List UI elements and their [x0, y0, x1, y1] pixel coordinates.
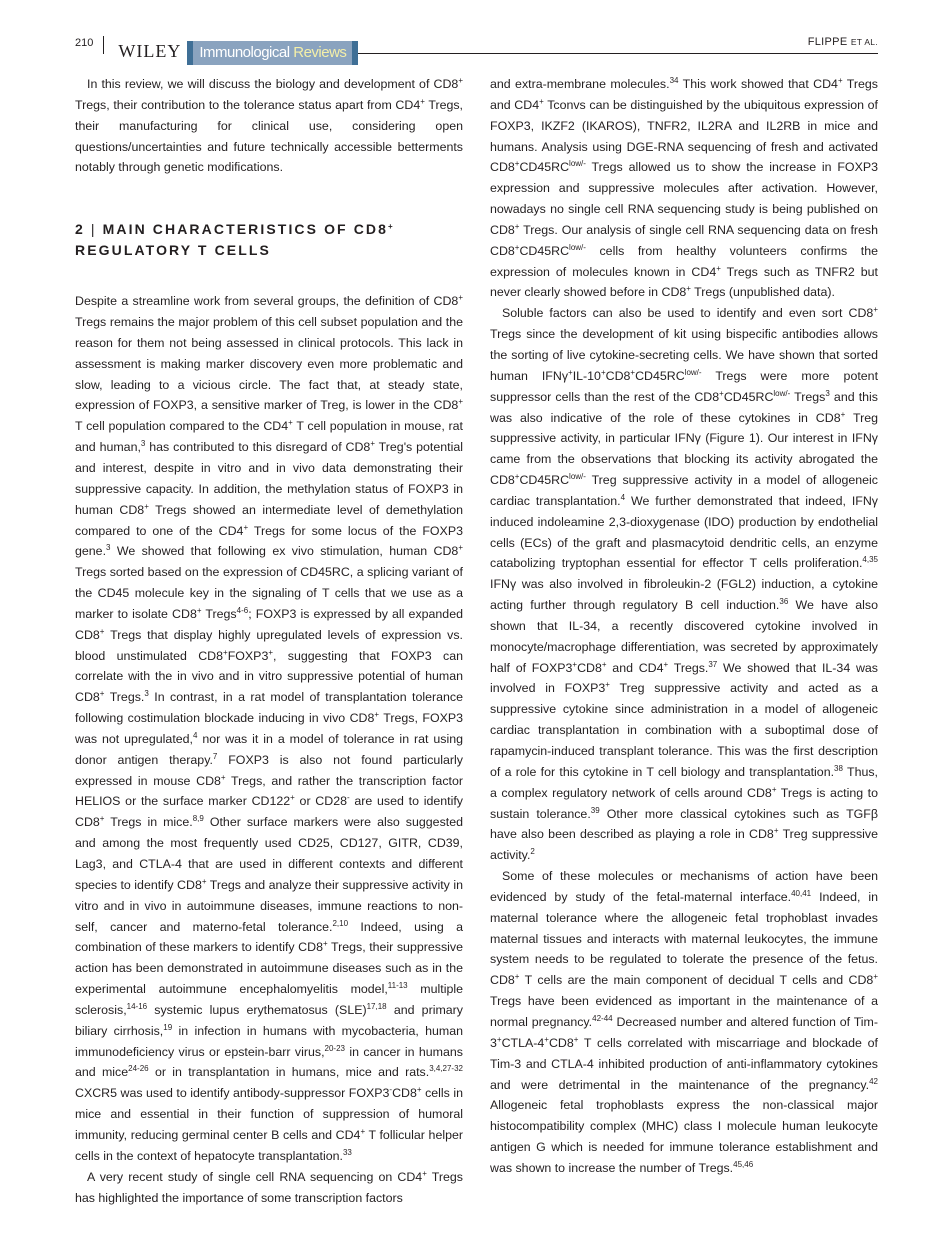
section-separator: |: [90, 221, 97, 238]
superscript: +: [601, 659, 607, 669]
superscript: +: [370, 439, 375, 449]
left-column: [75, 74, 463, 1208]
superscript: +: [99, 626, 105, 636]
superscript: +: [873, 972, 878, 982]
superscript: +: [600, 367, 606, 377]
running-author-name: FLIPPE: [807, 36, 848, 48]
superscript: 42-44: [592, 1013, 613, 1023]
superscript: +: [572, 659, 578, 669]
superscript: +: [420, 96, 425, 106]
superscript: 2,10: [332, 918, 349, 928]
superscript: +: [220, 772, 226, 782]
running-author-suffix: ET AL.: [850, 37, 878, 47]
superscript: 3: [825, 388, 830, 398]
header-logo-row: [75, 36, 358, 65]
superscript: +: [99, 689, 105, 699]
superscript: +: [99, 814, 105, 824]
header-divider: [103, 36, 104, 54]
right-column: [490, 74, 878, 1179]
superscript: low/-: [569, 472, 586, 482]
superscript: +: [360, 1126, 366, 1136]
superscript: +: [458, 543, 463, 553]
superscript: +: [268, 647, 274, 657]
superscript: +: [873, 305, 878, 315]
superscript: +: [514, 972, 520, 982]
superscript: 17,18: [366, 1001, 387, 1011]
superscript: 20-23: [324, 1043, 345, 1053]
superscript: 4-6: [236, 605, 249, 615]
journal-name-part2: Reviews: [293, 44, 347, 61]
superscript: +: [514, 242, 520, 252]
superscript: +: [719, 388, 724, 398]
superscript: 3: [140, 439, 146, 449]
superscript: 38: [834, 763, 843, 773]
paragraph: and extra-membrane molecules.$^{34}$ This work showed that CD4+ Tregs and CD4+ Tconvs can be distinguished by the ubiquitous expression of FOXP3, IKZF2 (IKAROS), TNFR2, IL2RA and IL2RB in mice and humans. Analysis using DGE-RNA sequencing of fresh and activated $CD8^+CD45RC^{low/-}$ Tregs allowed us to show the increase in FOXP3 expression and suppressive molecules after activation. However, nowadays no single cell RNA sequencing study is being published on CD8+ Tregs. Our analysis of single cell RNA sequencing data on fresh $CD8^+CD45RC^{low/-}$ cells from healthy volunteers confirms the expression of molecules known in CD4+ Tregs such as TNFR2 but never clearly showed before in CD8+ Tregs (unpublished data).: [490, 76, 879, 300]
superscript: +: [568, 367, 573, 377]
superscript: 11-13: [387, 981, 408, 991]
superscript: 3,4,27-32: [429, 1064, 463, 1074]
section-title: MAIN CHARACTERISTICS OF CD8+ REGULATORY T CELLS: [75, 221, 395, 258]
superscript: +: [496, 1034, 502, 1044]
superscript: +: [514, 221, 520, 231]
superscript: +: [290, 793, 295, 803]
journal-name-part1: Immunological: [199, 44, 290, 61]
superscript: +: [716, 263, 721, 273]
superscript: +: [196, 605, 202, 615]
superscript: +: [773, 826, 779, 836]
superscript: 34: [669, 76, 679, 85]
superscript: +: [539, 96, 544, 106]
superscript: +: [663, 659, 669, 669]
running-author: [808, 36, 878, 48]
superscript: +: [422, 1168, 427, 1178]
superscript: 19: [163, 1022, 173, 1032]
superscript: +: [630, 367, 636, 377]
superscript: low/-: [569, 242, 586, 252]
superscript: +: [201, 876, 207, 886]
section-number: 2: [75, 221, 85, 238]
superscript: +: [288, 418, 293, 428]
paragraph: In this review, we will discuss the biology and development of CD8+ Tregs, their contribution to the tolerance status apart from CD4+ Tregs, their manufacturing for clinical use, considering open questions/uncertainties and future technically accessible betterments notably through genetic modifications.: [75, 76, 464, 175]
paragraph: A very recent study of single cell RNA sequencing on CD4+ Tregs has highlighted the importance of some transcription factors: [75, 1168, 463, 1205]
superscript: +: [374, 710, 380, 720]
superscript: 24-26: [128, 1064, 149, 1074]
superscript: +: [416, 1085, 422, 1095]
superscript: +: [458, 76, 463, 85]
superscript: 14-16: [126, 1001, 148, 1011]
superscript: 8,9: [192, 814, 204, 824]
superscript: +: [243, 522, 249, 532]
paragraph: Soluble factors can also be used to identify and even sort CD8+ Tregs since the development of kit using bispecific antibodies allows the sorting of live cytokine-secreting cells. We have shown that sorted human $IFN\gamma^+IL-10^+CD8^+CD45RC^{low/-}$ Tregs were more potent suppressor cells than the rest of the $CD8^+CD45RC^{low/-}$ Tregs$^3$ and this was also indicative of the role of these cytokines in CD8+ Treg suppressive activity, in particular IFNγ (Figure 1). Our interest in IFNγ came from the observations that blocking its activity abrogated the $CD8^+CD45RC^{low/-}$ Treg suppressive activity in a model of allogeneic cardiac transplantation.$^4$ We further demonstrated that indeed, IFNγ induced indoleamine 2,3-dioxygenase (IDO) production by endothelial cells (ECs) of the graft and plasmacytoid dendritic cells, an enzyme catabolizing tryptophan essential for effector T cells proliferation.$^{4,35}$ IFNγ was also involved in fibroleukin-2 (FGL2) induction, a cytokine acting further through regulatory B cell induction.$^{36}$ We have also shown that IL-34, a recently discovered cytokine involved in monocyte/macrophage differentiation, was secreted by approximately half of FOXP3+CD8+ and CD4+ Tregs.$^{37}$ We showed that IL-34 was involved in FOXP3+ Treg suppressive activity and acted as a suppressive cytokine since administration in a model of allogeneic cardiac transplantation in combination with a suboptimal dose of rapamycin-induced transplant tolerance. This was the first description of a role for this cytokine in T cell biology and transplantation.$^{38}$ Thus, a complex regulatory network of cells around CD8+ Tregs is acting to sustain tolerance.$^{39}$ Other more classical cytokines such as TGFβ have also been described as playing a role in CD8+ Treg suppressive activity.$^2$: [490, 305, 879, 863]
superscript: -: [389, 1085, 393, 1095]
superscript: low/-: [569, 159, 586, 169]
superscript: +: [514, 472, 520, 482]
superscript: 39: [590, 805, 600, 815]
superscript: +: [573, 1034, 579, 1044]
superscript: +: [840, 409, 846, 419]
superscript: +: [322, 939, 328, 949]
section-heading: [75, 219, 463, 260]
superscript: low/-: [773, 388, 791, 398]
superscript: 3: [106, 543, 111, 553]
paragraph: Despite a streamline work from several groups, the definition of CD8+ Tregs remains the major problem of this cell subset population and the reason for them not being assessed in clinical protocols. This lack in assessment is making marker discovery even more problematic and slow, leading to a vicious circle. The fact that, at steady state, expression of FOXP3, a sensitive marker of Treg, is lower in the CD8+ T cell population compared to the CD4+ T cell population in mouse, rat and human,$^3$ has contributed to this disregard of CD8+ Treg's potential and interest, despite in vitro and in vivo data demonstrating their suppressive capacity. In addition, the methylation status of FOXP3 in human CD8+ Tregs showed an intermediate level of demethylation compared to one of the CD4+ Tregs for some locus of the FOXP3 gene.$^3$ We showed that following ex vivo stimulation, human CD8+ Tregs sorted based on the expression of CD45RC, a splicing variant of the CD45 molecule key in the signaling of T cells that we use as a marker to isolate CD8+ Tregs$^{4-6}$; FOXP3 is expressed by all expanded CD8+ Tregs that display highly upregulated levels of expression vs. blood unstimulated CD8+FOXP3+, suggesting that FOXP3 can correlate with the in vivo and in vitro suppressive potential of human CD8+ Tregs.$^3$ In contrast, in a rat model of transplantation tolerance following costimulation blockade inducing in vivo CD8+ Tregs, FOXP3 was not upregulated,$^4$ nor was it in a model of tolerance in rat using donor antigen therapy.$^7$ FOXP3 is also not found particularly expressed in mouse CD8+ Tregs, and rather the transcription factor HELIOS or the surface marker CD122+ or CD28- are used to identify CD8+ Tregs in mice.$^{8,9}$ Other surface markers were also suggested and among the most frequently used CD25, CD127, GITR, CD39, Lag3, and CTLA-4 that are used in different contexts and different species to identify CD8+ Tregs and analyze their suppressive activity in vitro and in vivo in autoimmune diseases, immune reactions to non-self, cancer and materno-fetal tolerance.$^{2,10}$ Indeed, using a combination of these markers to identify CD8+ Tregs, their suppressive action has been demonstrated in autoimmune diseases such as in the experimental autoimmune encephalomyelitis model,$^{11-13}$ multiple sclerosis,$^{14-16}$ systemic lupus erythematosus (SLE)$^{17,18}$ and primary biliary cirrhosis,$^{19}$ in infection in humans with mycobacteria, human immunodeficiency virus or epstein-barr virus,$^{20-23}$ in cancer in humans and mice$^{24-26}$ or in transplantation in humans, mice and rats.$^{3,4,27-32}$ CXCR5 was used to identify antibody-suppressor FOXP3-CD8+ cells in mice and essential in their function of suppression of humoral immunity, reducing germinal center B cells and CD4+ T follicular helper cells in the context of hepatocyte transplantation.$^{33}$: [75, 293, 464, 1163]
superscript: 7: [212, 751, 218, 761]
superscript: -: [346, 793, 350, 803]
superscript: low/-: [684, 367, 702, 377]
superscript: 33: [342, 1147, 352, 1157]
superscript: 37: [708, 659, 718, 669]
superscript: +: [605, 680, 610, 690]
superscript: +: [544, 1034, 549, 1044]
publisher-logo: WILEY: [116, 40, 187, 62]
superscript: +: [458, 293, 463, 303]
superscript: +: [223, 647, 228, 657]
superscript: 40,41: [791, 888, 812, 898]
superscript: 2: [530, 847, 535, 857]
journal-logo: [187, 41, 358, 65]
superscript: +: [388, 222, 395, 232]
superscript: +: [144, 501, 149, 511]
superscript: 42: [869, 1076, 878, 1086]
superscript: +: [837, 76, 843, 85]
superscript: +: [514, 159, 520, 169]
superscript: +: [458, 397, 463, 407]
paragraph: Some of these molecules or mechanisms of action have been evidenced by study of the fetal-maternal interface.$^{40,41}$ Indeed, in maternal tolerance where the allogeneic fetal trophoblast invades maternal tissues and interacts with maternal leukocytes, the immune system needs to be regulated to tolerate the presence of the fetus. CD8+ T cells are the main component of decidual T cells and CD8+ Tregs have been evidenced as important in the maintenance of a normal pregnancy.$^{42-44}$ Decreased number and altered function of Tim-3+CTLA-4+CD8+ T cells correlated with miscarriage and blockade of Tim-3 and CTLA-4 inhibited production of anti-inflammatory cytokines and were detrimental in the maintenance of the pregnancy.$^{42}$ Allogeneic fetal trophoblasts express the non-classical major histocompatibility complex (MHC) class I molecule human leukocyte antigen G which is needed for immune tolerance establishment and was shown to increase the number of Tregs.$^{45,46}$: [490, 869, 879, 1175]
superscript: 4,35: [862, 555, 878, 565]
superscript: 36: [779, 597, 789, 607]
superscript: +: [771, 784, 777, 794]
superscript: 45,46: [733, 1159, 754, 1169]
superscript: 4: [193, 730, 198, 740]
superscript: 3: [144, 689, 149, 699]
page-number: 210: [75, 37, 94, 49]
superscript: 4: [620, 492, 626, 502]
superscript: +: [686, 284, 691, 294]
